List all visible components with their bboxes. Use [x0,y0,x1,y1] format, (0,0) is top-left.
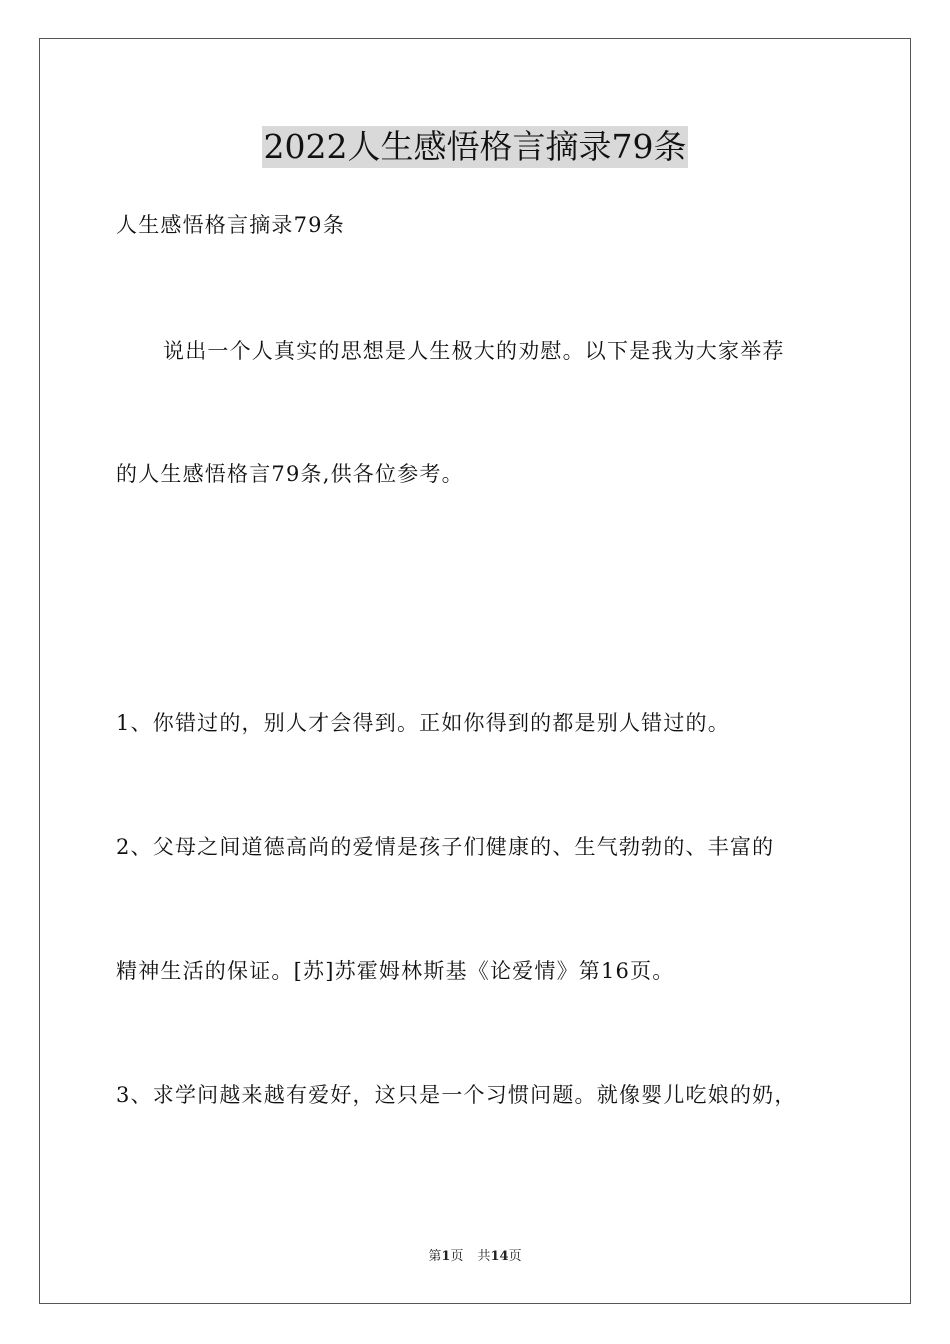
document-title: 2022人生感悟格言摘录79条 [263,127,687,166]
intro-line-1: 说出一个人真实的思想是人生极大的劝慰。以下是我为大家举荐 [163,339,785,363]
footer-total-unit: 页 [508,1249,522,1264]
footer-page-unit: 页 [450,1249,464,1264]
list-item: 2、父母之间道德高尚的爱情是孩子们健康的、生气勃勃的、丰富的 [116,835,775,859]
title-wrap [0,126,950,168]
footer-page-current: 1 [441,1249,451,1264]
footer-page-prefix: 第 [428,1249,442,1264]
footer-total-prefix: 共 [477,1249,491,1264]
list-item: 1、你错过的，别人才会得到。正如你得到的都是别人错过的。 [116,711,730,735]
list-item: 3、求学问越来越有爱好，这只是一个习惯问题。就像婴儿吃娘的奶， [116,1083,797,1107]
page-footer [0,1248,950,1266]
footer-page-total: 14 [490,1249,509,1264]
intro-line-2: 的人生感悟格言79条,供各位参考。 [116,462,464,486]
list-item: 精神生活的保证。[苏]苏霍姆林斯基《论爱情》第16页。 [116,959,675,983]
document-subtitle: 人生感悟格言摘录79条 [116,213,345,237]
